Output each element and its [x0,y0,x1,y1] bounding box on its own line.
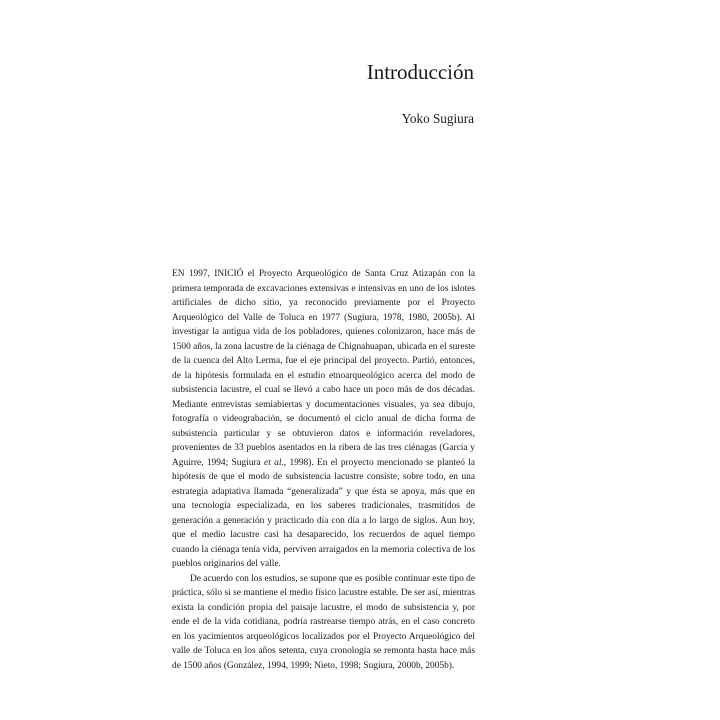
paragraph-2: De acuerdo con los estudios, se supone que es posible continuar este tipo de práctica, sólo si se mantiene el medio físico lacustre estable. De ser así, mientras exista la condición propia del paisaje lacustre, el modo de subsistencia y, por ende el de la vida cotidiana, podría rastrearse tiempo atrás, en el caso concreto en los yacimientos arqueológicos localizados por el Proyecto Arqueológico del valle de Toluca en los años setenta, cuya cronología se remonta hasta hace más de 1500 años (González, 1994, 1999; Nieto, 1998; Sugiura, 2000b, 2005b). [172,573,475,671]
body-text [172,267,475,673]
paragraph-1-text: el Proyecto Arqueológico de Santa Cruz Atizapán con la primera temporada de excavaciones extensivas e intensivas en uno de los islotes artificiales de dicho sitio, ya reconocido previamente por el Proyecto Arqueológico del Valle de Toluca en 1977 (Sugiura, 1978, 1980, 2005b). Al investigar la antigua vida de los pobladores, quienes colonizaron, hace más de 1500 años, la zona lacustre de la ciénaga de Chignahuapan, ubicada en el sureste de la cuenca del Alto Lerma, fue el eje principal del proyecto. Partió, entonces, de la hipótesis formulada en el estudio etnoarqueológico acerca del modo de subsistencia lacustre, el cual se llevó a cabo hace un poco más de dos décadas. Mediante entrevistas semiabiertas y documentaciones visuales, ya sea dibujo, fotografía o videograbación, se documentó el ciclo anual de dicha forma de subsistencia particular y se obtuvieron datos e información reveladores, provenientes de 33 pueblos asentados en la ribera de las tres ciénagas (García y Aguirre, 1994; Sugiura [172,269,475,468]
page-title: Introducción [366,60,474,84]
et-al: et al. [264,457,284,468]
author-name: Yoko Sugiura [401,111,474,126]
paragraph-1 [172,267,475,572]
paragraph-1-lead: EN 1997, INICIÓ [172,269,244,279]
paragraph-1-text-after: , 1998). En el proyecto mencionado se planteó la hipótesis de que el modo de subsistencia lacustre consiste, sobre todo, en una estrategia adaptativa llamada “generalizada” y que ésta se apoya, más que en una tecnología especializada, en los saberes tradicionales, trasmitidos de generación a generación y practicado día con día a lo largo de siglos. Aun hoy, que el medio lacustre casi ha desaparecido, los recuerdos de aquel tiempo cuando la ciénaga tenía vida, perviven arraigados en la memoria colectiva de los pueblos originarios del valle. [172,457,475,569]
